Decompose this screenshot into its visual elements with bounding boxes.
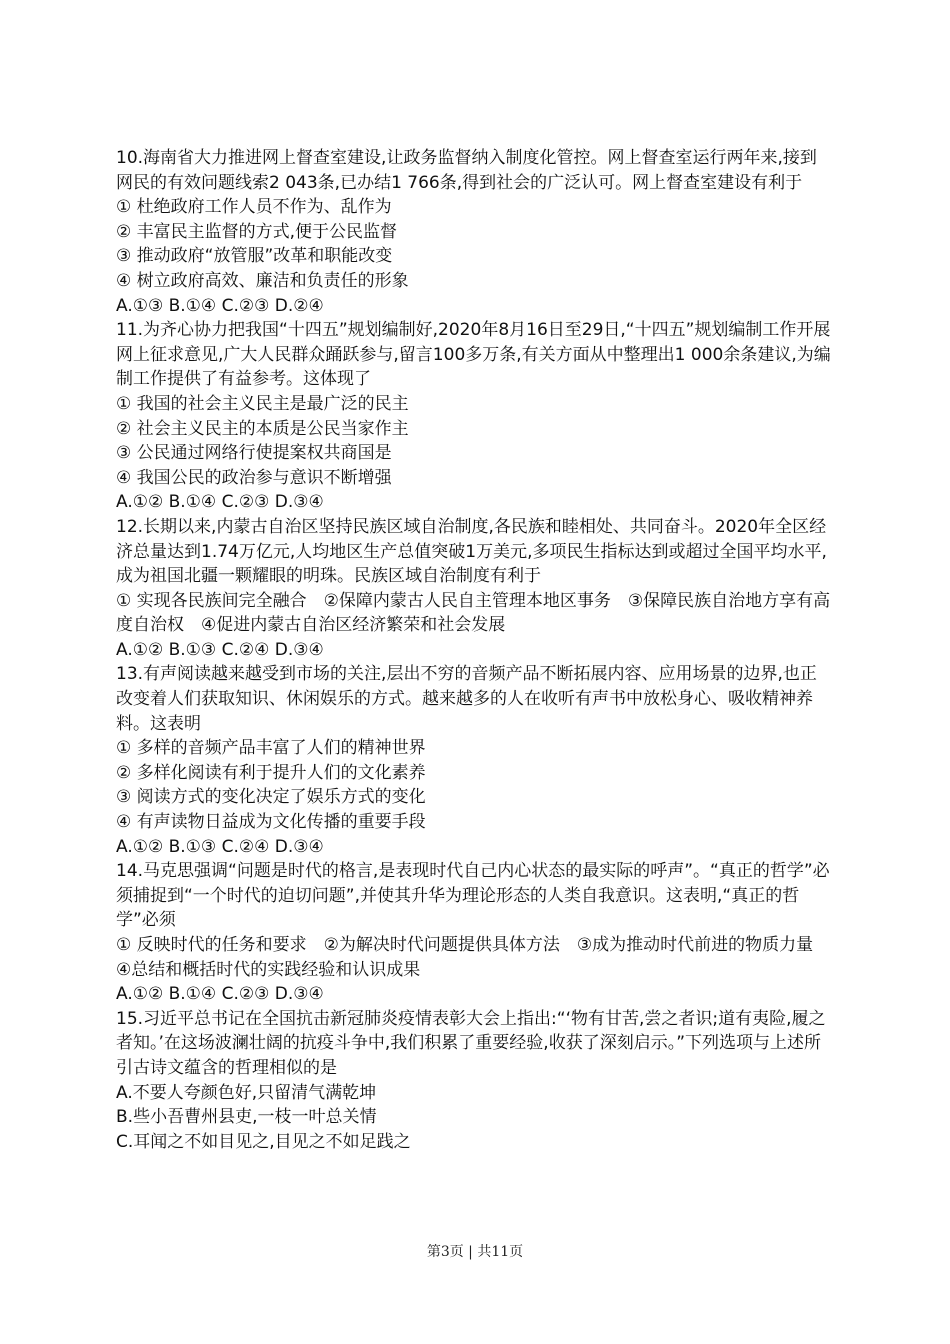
answer-choices: A.①② B.①④ C.②③ D.③④	[116, 492, 324, 513]
option: ① 反映时代的任务和要求 ②为解决时代问题提供具体方法 ③成为推动时代前进的物质力量 ④总结和概括时代的实践经验和认识成果	[116, 935, 831, 980]
question-content	[116, 146, 832, 1154]
option: ② 多样化阅读有利于提升人们的文化素养	[116, 762, 426, 783]
option: A.不要人夸颜色好,只留清气满乾坤	[116, 1082, 377, 1103]
question-10	[116, 146, 832, 318]
option: C.耳闻之不如目见之,目见之不如足践之	[116, 1131, 411, 1152]
question-15	[116, 1007, 832, 1155]
option: ② 丰富民主监督的方式,便于公民监督	[116, 221, 398, 242]
option: ③ 推动政府“放管服”改革和职能改变	[116, 246, 393, 267]
question-14	[116, 859, 832, 1007]
option: ① 多样的音频产品丰富了人们的精神世界	[116, 738, 426, 759]
question-stem: 10.海南省大力推进网上督查室建设,让政务监督纳入制度化管控。网上督查室运行两年来,接到网民的有效问题线索2 043条,已办结1 766条,得到社会的广泛认可。网上督查室建设有利于	[116, 148, 817, 193]
option: ① 实现各民族间完全融合 ②保障内蒙古人民自主管理本地区事务 ③保障民族自治地方享有高度自治权 ④促进内蒙古自治区经济繁荣和社会发展	[116, 590, 831, 636]
option: ① 我国的社会主义民主是最广泛的民主	[116, 393, 409, 414]
page-footer: 第3页 | 共11页	[426, 1244, 524, 1260]
question-stem: 12.长期以来,内蒙古自治区坚持民族区域自治制度,各民族和睦相处、共同奋斗。2020年全区经济总量达到1.74万亿元,人均地区生产总值突破1万美元,多项民生指标达到或超过全国平均水平,成为祖国北疆一颗耀眼的明珠。民族区域自治制度有利于	[116, 516, 827, 587]
question-stem: 11.为齐心协力把我国“十四五”规划编制好,2020年8月16日至29日,“十四五”规划编制工作开展网上征求意见,广大人民群众踊跃参与,留言100多万条,有关方面从中整理出1 000余条建议,为编制工作提供了有益参考。这体现了	[116, 320, 831, 390]
option: ④ 我国公民的政治参与意识不断增强	[116, 467, 392, 488]
question-13	[116, 662, 832, 859]
question-stem: 13.有声阅读越来越受到市场的关注,层出不穷的音频产品不断拓展内容、应用场景的边界,也正改变着人们获取知识、休闲娱乐的方式。越来越多的人在收听有声书中放松身心、吸收精神养料。这表明	[116, 664, 817, 734]
option: B.些小吾曹州县吏,一枝一叶总关情	[116, 1107, 377, 1128]
question-12	[116, 515, 832, 663]
answer-choices: A.①③ B.①④ C.②③ D.②④	[116, 295, 324, 316]
option: ③ 阅读方式的变化决定了娱乐方式的变化	[116, 787, 426, 808]
answer-choices: A.①② B.①④ C.②③ D.③④	[116, 984, 324, 1005]
option: ④ 有声读物日益成为文化传播的重要手段	[116, 812, 426, 833]
option: ③ 公民通过网络行使提案权共商国是	[116, 443, 392, 464]
option: ② 社会主义民主的本质是公民当家作主	[116, 418, 409, 439]
option: ④ 树立政府高效、廉洁和负责任的形象	[116, 270, 409, 291]
question-stem: 15.习近平总书记在全国抗击新冠肺炎疫情表彰大会上指出:“‘物有甘苦,尝之者识;道有夷险,履之者知。’在这场波澜壮阔的抗疫斗争中,我们积累了重要经验,收获了深刻启示。”下列选项与上述所引古诗文蕴含的哲理相似的是	[116, 1008, 826, 1078]
answer-choices: A.①② B.①③ C.②④ D.③④	[116, 836, 324, 857]
question-stem: 14.马克思强调“问题是时代的格言,是表现时代自己内心状态的最实际的呼声”。“真正的哲学”必须捕捉到“一个时代的迫切问题”,并使其升华为理论形态的人类自我意识。这表明,“真正的哲学”必须	[116, 861, 830, 931]
option: ① 杜绝政府工作人员不作为、乱作为	[116, 197, 392, 218]
answer-choices: A.①② B.①③ C.②④ D.③④	[116, 639, 324, 660]
question-11	[116, 318, 832, 515]
